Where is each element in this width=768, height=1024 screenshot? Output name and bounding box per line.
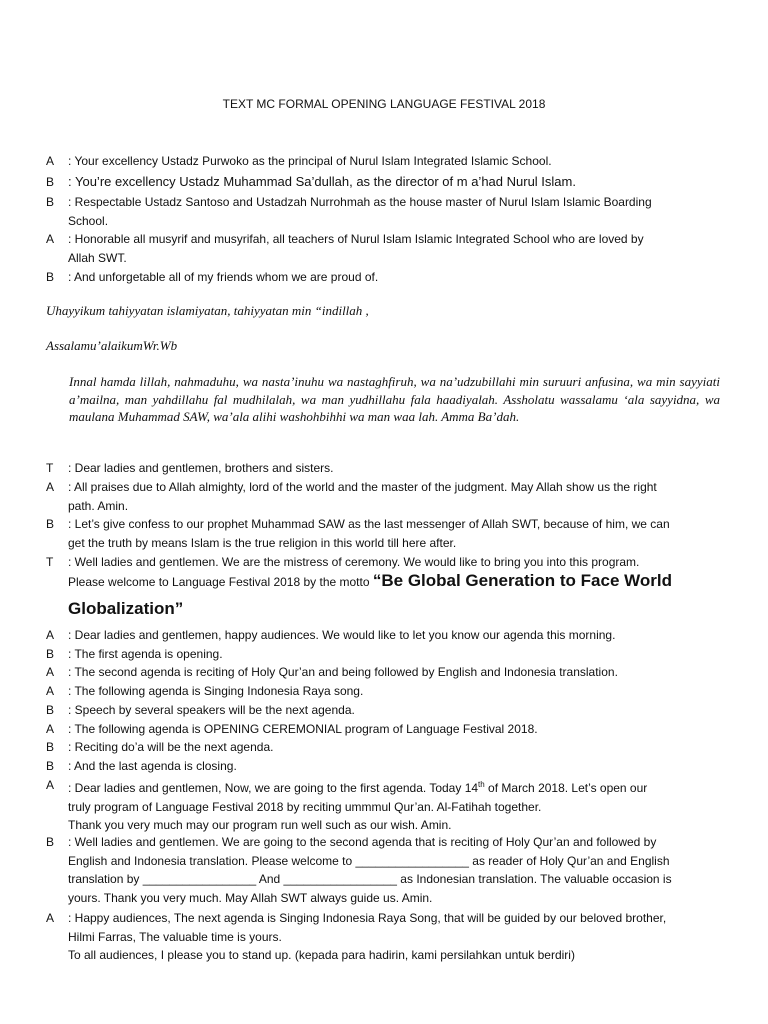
- anthem-block: [46, 909, 722, 965]
- motto-line: [68, 572, 672, 592]
- greeting-text: : You’re excellency Ustadz Muhammad Sa’dullah, as the director of m a’had Nurul Islam.: [68, 174, 576, 189]
- speaker-label: A: [46, 628, 55, 642]
- speaker-label: B: [46, 647, 55, 661]
- motto-intro: Please welcome to Language Festival 2018 by the motto: [68, 575, 373, 589]
- quran-line: translation by _________________ And _________________ as Indonesian translation. The valuable occasion is: [68, 872, 672, 886]
- opening-continuation: get the truth by means Islam is the true religion in this world till here after.: [68, 535, 457, 550]
- opening-line: [46, 515, 722, 552]
- speaker-label: A: [46, 684, 55, 698]
- greeting-text: : Honorable all musyrif and musyrifah, all teachers of Nurul Islam Islamic Integrated School who are loved by: [68, 232, 644, 246]
- quran-line: yours. Thank you very much. May Allah SWT always guide us. Amin.: [68, 890, 433, 905]
- first-agenda-text: of March 2018. Let’s open our: [484, 781, 648, 795]
- greeting-continuation: School.: [68, 213, 109, 228]
- anthem-line: To all audiences, I please you to stand up. (kepada para hadirin, kami persilahkan untuk berdiri): [68, 948, 575, 962]
- greeting-text: : Your excellency Ustadz Purwoko as the principal of Nurul Islam Integrated Islamic School.: [68, 154, 552, 168]
- quran-line: : Well ladies and gentlemen. We are going to the second agenda that is reciting of Holy Qur’an and followed by: [68, 835, 657, 849]
- agenda-line: [46, 663, 722, 682]
- opening-prayer: Innal hamda lillah, nahmaduhu, wa nasta’inuhu wa nastaghfiruh, wa na’udzubillahi min suruuri anfusina, wa min sayyiati a’mailna, man yahdillahu fal mudhilalah, wa man yudhillahu fala haadiyalah. Assholatu wassalamu ‘ala sayyidna, wa maulana Muhammad SAW, wa’ala alihi washohbihhi wa man waa lah. Amma Ba’dah.: [69, 374, 720, 424]
- agenda-text: : The second agenda is reciting of Holy Qur’an and being followed by English and Indonesia translation.: [68, 665, 618, 679]
- speaker-label: A: [46, 154, 55, 168]
- first-agenda-text: : Dear ladies and gentlemen, Now, we are going to the first agenda. Today 14: [68, 781, 479, 795]
- greeting-continuation: Allah SWT.: [68, 250, 127, 265]
- speaker-label: A: [46, 778, 55, 792]
- opening-line: [46, 478, 722, 515]
- date-suffix: th: [478, 780, 485, 789]
- greeting-line: [46, 268, 722, 287]
- agenda-line: [46, 682, 722, 701]
- opening-text: : Well ladies and gentlemen. We are the mistress of ceremony. We would like to bring you into this program.: [68, 555, 640, 569]
- motto-text: “Be Global Generation to Face World: [372, 571, 672, 590]
- agenda-text: : Speech by several speakers will be the next agenda.: [68, 703, 355, 717]
- agenda-line: [46, 720, 722, 739]
- salam-line: Assalamu’alaikumWr.Wb: [46, 338, 178, 353]
- opening-line: [46, 553, 722, 572]
- greeting-line: [46, 230, 722, 267]
- speaker-label: A: [46, 722, 55, 736]
- first-agenda-line: Thank you very much may our program run well such as our wish. Amin.: [68, 818, 452, 832]
- agenda-text: : The following agenda is Singing Indonesia Raya song.: [68, 684, 364, 698]
- first-agenda-line: [68, 776, 722, 798]
- greeting-line: [46, 152, 722, 171]
- agenda-text: : Reciting do’a will be the next agenda.: [68, 740, 274, 754]
- agenda-line: [46, 626, 722, 645]
- speaker-label: B: [46, 195, 55, 209]
- greeting-line: [46, 193, 722, 230]
- quran-block: [46, 833, 722, 907]
- agenda-line: [46, 738, 722, 757]
- opening-text: : Let’s give confess to our prophet Muhammad SAW as the last messenger of Allah SWT, because of him, we can: [68, 517, 670, 531]
- agenda-text: : Dear ladies and gentlemen, happy audiences. We would like to let you know our agenda this morning.: [68, 628, 616, 642]
- motto-text: Globalization”: [68, 599, 184, 618]
- opening-text: : All praises due to Allah almighty, lord of the world and the master of the judgment. May Allah show us the right: [68, 480, 657, 494]
- speaker-label: A: [46, 232, 55, 246]
- speaker-label: B: [46, 517, 55, 531]
- opening-continuation: path. Amin.: [68, 498, 129, 513]
- quran-line: English and Indonesia translation. Please welcome to _________________ as reader of Holy Qur’an and English: [68, 853, 670, 868]
- document-title: TEXT MC FORMAL OPENING LANGUAGE FESTIVAL 2018: [222, 97, 546, 111]
- speaker-label: A: [46, 480, 55, 494]
- greeting-text: : Respectable Ustadz Santoso and Ustadzah Nurrohmah as the house master of Nurul Islam Islamic Boarding: [68, 195, 652, 209]
- speaker-label: B: [46, 759, 55, 773]
- agenda-text: : And the last agenda is closing.: [68, 759, 237, 773]
- anthem-line: Hilmi Farras, The valuable time is yours.: [68, 929, 282, 944]
- speaker-label: B: [46, 740, 55, 754]
- opening-text: : Dear ladies and gentlemen, brothers and sisters.: [68, 461, 334, 475]
- greeting-line: [46, 173, 722, 192]
- agenda-text: : The following agenda is OPENING CEREMONIAL program of Language Festival 2018.: [68, 722, 538, 736]
- opening-line: [46, 459, 722, 478]
- speaker-label: A: [46, 911, 55, 925]
- agenda-text: : The first agenda is opening.: [68, 647, 223, 661]
- speaker-label: B: [46, 835, 55, 849]
- speaker-label: T: [46, 461, 54, 475]
- first-agenda-line: truly program of Language Festival 2018 by reciting ummmul Qur’an. Al-Fatihah together.: [68, 799, 542, 814]
- speaker-label: B: [46, 175, 55, 189]
- greeting-text: : And unforgetable all of my friends whom we are proud of.: [68, 270, 379, 284]
- agenda-line: [46, 645, 722, 664]
- speaker-label: T: [46, 555, 54, 569]
- agenda-line: [46, 701, 722, 720]
- speaker-label: A: [46, 665, 55, 679]
- speaker-label: B: [46, 703, 55, 717]
- salam-line: Uhayyikum tahiyyatan islamiyatan, tahiyyatan min “indillah ,: [46, 303, 369, 318]
- agenda-line: [46, 757, 722, 776]
- motto-line: [68, 600, 183, 620]
- speaker-label: B: [46, 270, 55, 284]
- anthem-line: : Happy audiences, The next agenda is Singing Indonesia Raya Song, that will be guided by our beloved brother,: [68, 911, 667, 925]
- first-agenda-block: [46, 776, 722, 835]
